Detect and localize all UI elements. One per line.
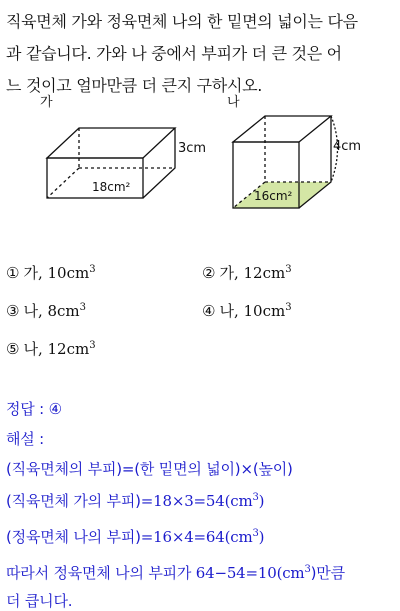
cube-b-top bbox=[233, 116, 331, 142]
solution-conclusion-math: 64−54=10(cm bbox=[195, 564, 305, 582]
cuboid-a-base-label: 18cm² bbox=[92, 180, 131, 194]
question-line-1: 직육면체 가와 정육면체 나의 한 밑면의 넓이는 다음 bbox=[6, 12, 358, 31]
option-5-text: 나, 12cm bbox=[23, 340, 90, 358]
option-3-sup: 3 bbox=[79, 302, 87, 313]
cuboid-a-height-label: 3cm bbox=[178, 141, 207, 156]
option-2-text: 가, 12cm bbox=[219, 264, 286, 282]
solution-formula: (직육면체의 부피)=(한 밑면의 넓이)×(높이) bbox=[6, 460, 293, 478]
answer-line: 정답 : ④ bbox=[6, 400, 62, 418]
question-line-2: 과 같습니다. 가와 나 중에서 부피가 더 큰 것은 어 bbox=[6, 44, 342, 63]
option-5-number: ⑤ bbox=[6, 340, 20, 358]
cube-b-base-label: 16cm² bbox=[254, 189, 293, 203]
question-line-3: 느 것이고 얼마만큼 더 큰지 구하시오. bbox=[6, 76, 263, 95]
solution-line-a-pre: (직육면체 가의 부피) bbox=[6, 492, 141, 510]
cuboid-a bbox=[40, 94, 206, 198]
solution-line-b-sup: 3 bbox=[252, 528, 259, 539]
solution-line-a-math: =18×3=54(cm bbox=[140, 492, 253, 510]
cuboid-a-right bbox=[143, 128, 175, 198]
solution-conclusion-pre: 따라서 정육면체 나의 부피가 bbox=[6, 564, 196, 582]
option-2-number: ② bbox=[202, 264, 216, 282]
question-text bbox=[6, 6, 396, 102]
option-2-sup: 3 bbox=[285, 264, 292, 275]
solution-line-b bbox=[6, 526, 400, 547]
solution-last: 더 큽니다. bbox=[6, 592, 73, 610]
option-4-sup: 3 bbox=[285, 302, 292, 313]
solution-line-b-pre: (정육면체 나의 부피) bbox=[6, 528, 141, 546]
solution-line-b-post: ) bbox=[258, 528, 265, 546]
figure-b-label: 나 bbox=[227, 95, 240, 110]
solution-conclusion bbox=[6, 562, 400, 583]
solution-line-a bbox=[6, 490, 400, 511]
figure-a-label: 가 bbox=[40, 95, 53, 110]
option-4[interactable] bbox=[202, 300, 292, 321]
cube-b bbox=[227, 94, 361, 208]
solution-line-a-post: ) bbox=[258, 492, 265, 510]
option-4-number: ④ bbox=[202, 302, 216, 320]
option-5[interactable] bbox=[6, 338, 96, 359]
solution-line-a-sup: 3 bbox=[252, 492, 259, 503]
option-3-text: 나, 8cm bbox=[23, 302, 80, 320]
option-2[interactable] bbox=[202, 262, 292, 283]
solution-heading: 해설 : bbox=[6, 430, 45, 448]
cube-b-edge-label: 4cm bbox=[333, 139, 362, 154]
option-5-sup: 3 bbox=[89, 340, 96, 351]
option-3[interactable] bbox=[6, 300, 86, 321]
cuboid-a-top bbox=[47, 128, 175, 158]
option-4-text: 나, 10cm bbox=[219, 302, 286, 320]
solution-conclusion-post: )만큼 bbox=[310, 564, 345, 582]
option-1[interactable] bbox=[6, 262, 96, 283]
solution-conclusion-sup: 3 bbox=[304, 564, 311, 575]
option-1-number: ① bbox=[6, 264, 20, 282]
figure-svg bbox=[0, 90, 400, 220]
option-3-number: ③ bbox=[6, 302, 20, 320]
figure-area bbox=[0, 90, 400, 220]
option-1-sup: 3 bbox=[89, 264, 96, 275]
solution-line-b-math: =16×4=64(cm bbox=[140, 528, 253, 546]
option-1-text: 가, 10cm bbox=[23, 264, 90, 282]
